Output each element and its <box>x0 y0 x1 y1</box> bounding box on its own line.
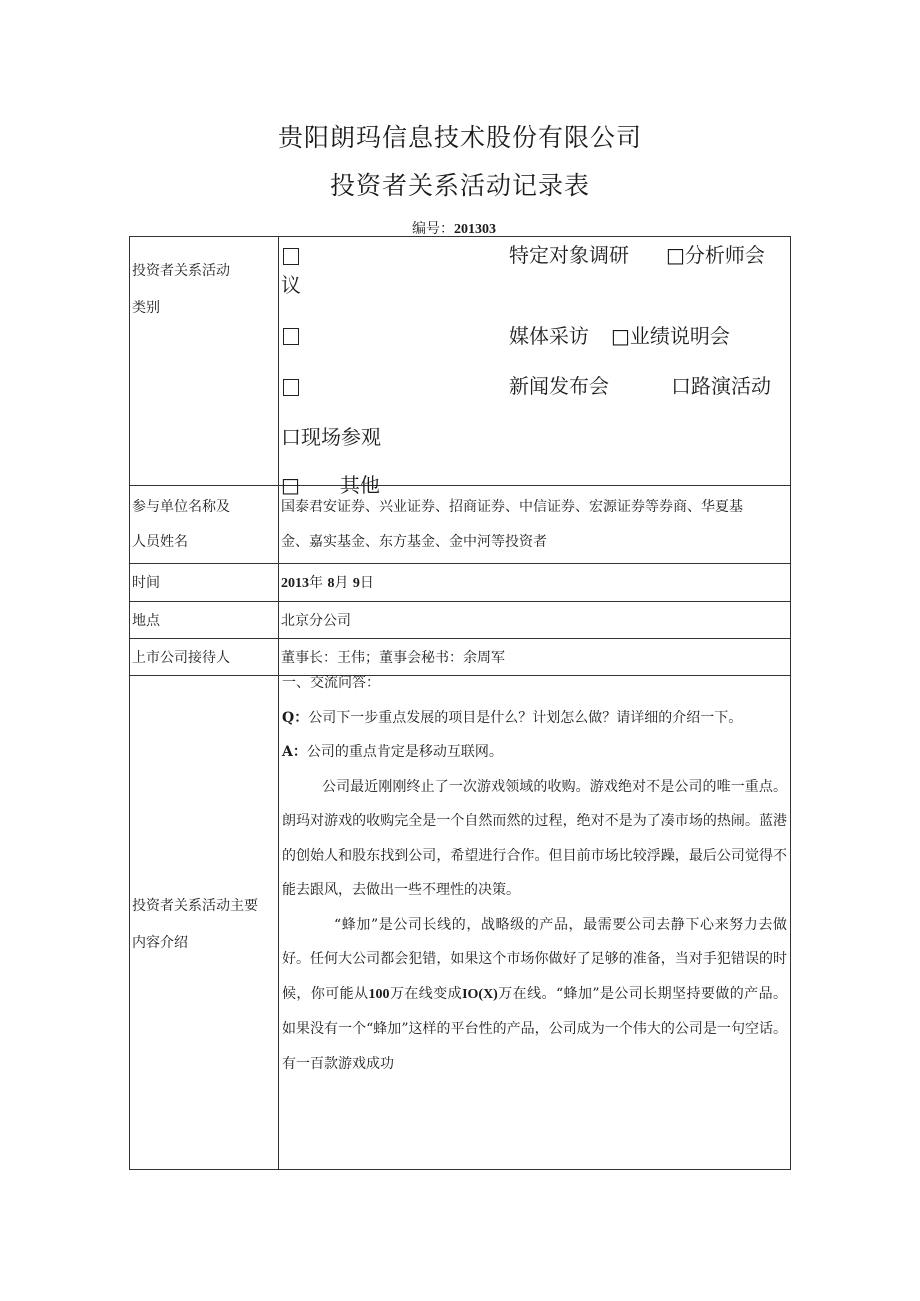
option-media-interview: 媒体采访 <box>509 324 589 348</box>
time-month: 8 <box>327 576 335 591</box>
time-value <box>279 564 790 601</box>
answer <box>282 735 787 770</box>
receptionist-label: 上市公司接待人 <box>132 650 230 666</box>
question-text: 公司下一步重点发展的项目是什么？计划怎么做？请详细的介绍一下。 <box>308 709 743 726</box>
content-value-cell <box>279 676 791 1170</box>
option-earnings-call: □业绩说明会 <box>611 324 730 348</box>
participants-line1: 国泰君安证券、兴业证券、招商证券、中信证券、宏源证券等券商、华夏基 <box>281 499 743 515</box>
category-label-line1: 投资者关系活动 <box>132 263 230 279</box>
location-value: 北京分公司 <box>281 613 351 629</box>
doc-number <box>412 218 496 238</box>
row-location <box>130 602 791 639</box>
content-label-cell <box>130 676 279 1170</box>
time-year: 2013 <box>281 576 309 591</box>
time-label-cell <box>130 564 279 602</box>
checkbox-press-conference[interactable] <box>283 379 299 396</box>
participants-label-cell <box>130 486 279 564</box>
paragraph-2-part-c: 万在线。“蜂加”是公司长期坚持要做的产品。如果没有一个“蜂加”这样的平台性的产品，公司成为一个伟大的公司是一句空话。有一百款游戏成功 <box>282 985 787 1072</box>
time-day-unit: 日 <box>359 575 374 591</box>
company-title: 贵阳朗玛信息技术股份有限公司 <box>277 123 642 152</box>
option-roadshow: 口路演活动 <box>671 374 771 398</box>
category-label-cell <box>130 237 279 486</box>
category-label-line2: 类别 <box>132 300 160 316</box>
option-site-visit: 口现场参观 <box>281 425 381 449</box>
location-label: 地点 <box>132 613 160 629</box>
paragraph-2-number: 100 <box>368 986 390 1002</box>
doc-number-value: 201303 <box>454 222 496 237</box>
time-month-unit: 月 <box>334 575 349 591</box>
receptionist-label-cell <box>130 639 279 676</box>
row-time <box>130 564 791 602</box>
content-label-line2: 内容介绍 <box>132 935 188 951</box>
question-tag: Q： <box>282 709 309 726</box>
option-other: □ 其他 <box>281 473 380 497</box>
checkbox-special-research[interactable] <box>283 248 299 265</box>
time-label: 时间 <box>132 575 160 591</box>
paragraph-2-part-a: “蜂加”是公司长线的，战略级的产品，最需要公司去静下心来努力去做好。任何大公司都会犯错，如果这个市场你做好了足够的准备，当对手犯错误的时候，你可能从 <box>282 916 787 1002</box>
time-day: 9 <box>352 576 360 591</box>
location-label-cell <box>130 602 279 639</box>
participants-line2: 金、嘉实基金、东方基金、金中河等投资者 <box>281 534 547 550</box>
section-heading: 一、交流问答： <box>282 675 380 691</box>
location-value-cell <box>279 602 791 639</box>
paragraph-1: 公司最近刚刚终止了一次游戏领域的收购。游戏绝对不是公司的唯一重点。朗玛对游戏的收购完全是一个自然而然的过程，绝对不是为了凑市场的热闹。蓝港的创始人和股东找到公司，希望进行合作。但目前市场比较浮躁，最后公司觉得不能去跟风，去做出一些不理性的决策。 <box>282 778 787 898</box>
category-value-cell <box>279 237 791 497</box>
paragraph-2-number-2: IO(X) <box>462 986 498 1002</box>
record-table <box>129 236 791 1170</box>
paragraph-2-part-b: 万在线变成 <box>389 985 463 1002</box>
question <box>282 701 787 736</box>
form-title: 投资者关系活动记录表 <box>329 171 590 200</box>
option-analyst-meeting: □分析师会 <box>666 243 765 267</box>
content-label-line1: 投资者关系活动主要 <box>132 898 258 914</box>
row-content <box>130 676 791 1170</box>
receptionist-value: 董事长：王伟；董事会秘书：余周军 <box>281 650 505 666</box>
answer-text: 公司的重点肯定是移动互联网。 <box>306 744 503 760</box>
checkbox-media-interview[interactable] <box>283 328 299 345</box>
row-category <box>130 237 791 486</box>
option-press-conference: 新闻发布会 <box>509 374 609 398</box>
row-participants <box>130 486 791 564</box>
time-year-unit: 年 <box>309 575 323 591</box>
paragraph-2 <box>282 908 787 1082</box>
answer-tag: A： <box>282 744 307 760</box>
participants-label-line2: 人员姓名 <box>132 534 188 550</box>
participants-label-line1: 参与单位名称及 <box>132 499 230 515</box>
option-analyst-meeting-cont: 议 <box>281 273 301 297</box>
option-special-research: 特定对象调研 <box>509 243 629 267</box>
doc-number-label: 编号： <box>412 221 454 237</box>
time-value-cell <box>279 564 791 602</box>
